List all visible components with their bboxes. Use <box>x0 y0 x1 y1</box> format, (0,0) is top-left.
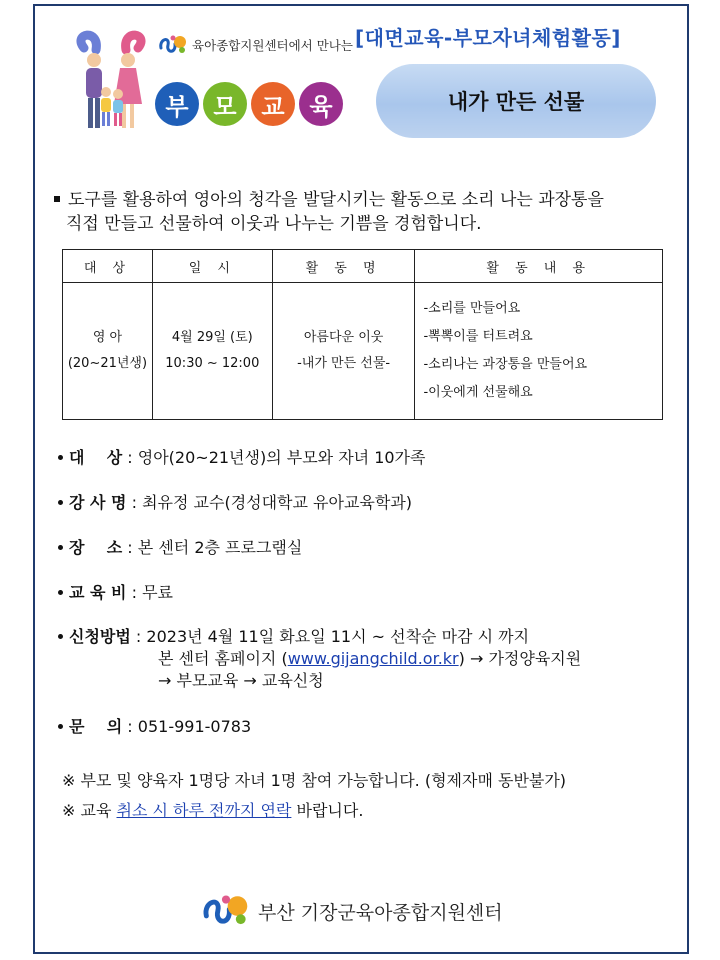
info-apply-line-2-post: ) → 가정양육지원 <box>458 649 582 668</box>
bullet-icon <box>58 590 63 595</box>
header-activity-name: 활 동 명 <box>272 250 415 283</box>
info-contact-value: : 051-991-0783 <box>127 717 252 736</box>
intro-text <box>50 188 682 236</box>
info-fee <box>58 582 173 604</box>
note-2 <box>62 796 566 826</box>
center-logo-icon <box>158 34 188 56</box>
info-contact <box>58 716 251 738</box>
info-place-label: 장 소 <box>69 538 123 557</box>
schedule-table <box>62 249 663 420</box>
bullet-icon <box>58 634 63 639</box>
info-target <box>58 447 425 469</box>
info-apply-line-1: : 2023년 4월 11일 화요일 11시 ~ 선착순 마감 시 까지 <box>135 627 530 646</box>
info-fee-value: : 무료 <box>131 583 173 602</box>
program-title: 내가 만든 선물 <box>376 64 656 138</box>
info-instructor-value: : 최유정 교수(경성대학교 유아교육학과) <box>131 493 413 512</box>
cell-activity-name <box>272 283 415 420</box>
table-row <box>63 283 663 420</box>
info-apply-line-3: → 부모교육 → 교육신청 <box>158 671 324 690</box>
header-target: 대 상 <box>63 250 153 283</box>
info-contact-label: 문 의 <box>69 717 123 736</box>
info-apply-line-2-pre: 본 센터 홈페이지 ( <box>158 649 288 668</box>
cell-target-line-1: 영 아 <box>92 330 123 345</box>
note-2-post: 바랍니다. <box>291 801 364 820</box>
title-char-bu: 부 <box>155 82 199 126</box>
footer-org-name: 부산 기장군육아종합지원센터 <box>258 901 503 924</box>
center-logo <box>158 34 353 56</box>
cell-activity-content <box>415 283 663 420</box>
program-title-circles <box>155 82 343 126</box>
info-fee-label: 교 육 비 <box>69 583 127 602</box>
bullet-icon <box>58 545 63 550</box>
info-instructor-label: 강 사 명 <box>69 493 127 512</box>
program-category: [대면교육-부모자녀체험활동] <box>355 26 621 50</box>
content-item: -뽁뽁이를 터트려요 <box>423 329 533 344</box>
footer <box>200 893 503 929</box>
title-char-yuk: 육 <box>299 82 343 126</box>
cell-date: 4월 29일 (토) <box>171 330 253 345</box>
info-instructor <box>58 492 412 514</box>
cell-target-line-2: (20~21년생) <box>67 356 148 371</box>
bullet-icon <box>58 500 63 505</box>
bullet-icon <box>58 455 63 460</box>
info-apply <box>58 626 581 692</box>
notes <box>62 766 566 826</box>
info-target-value: : 영아(20~21년생)의 부모와 자녀 10가족 <box>127 448 426 467</box>
info-apply-label: 신청방법 <box>69 627 131 646</box>
info-place-value: : 본 센터 2층 프로그램실 <box>127 538 303 557</box>
cell-activity-name-line-2: -내가 만든 선물- <box>297 356 391 371</box>
title-char-mo: 모 <box>203 82 247 126</box>
family-illustration <box>70 28 152 134</box>
cell-activity-name-line-1: 아름다운 이웃 <box>303 330 384 345</box>
header-datetime: 일 시 <box>152 250 272 283</box>
note-2-pre: ※ 교육 <box>62 801 117 820</box>
note-1: ※ 부모 및 양육자 1명당 자녀 1명 참여 가능합니다. (형제자매 동반불가) <box>62 771 567 790</box>
center-logo-text: 육아종합지원센터에서 만나는 <box>192 38 353 53</box>
info-place <box>58 537 302 559</box>
bullet-icon <box>58 724 63 729</box>
center-logo-icon <box>200 893 252 929</box>
cancel-notice-link[interactable]: 취소 시 하루 전까지 연락 <box>116 801 292 820</box>
cell-datetime <box>152 283 272 420</box>
content-item: -소리나는 과장통을 만들어요 <box>423 357 588 372</box>
content-item: -소리를 만들어요 <box>423 301 521 316</box>
intro-line-1: 도구를 활용하여 영아의 청각을 발달시키는 활동으로 소리 나는 과장통을 <box>68 190 604 210</box>
header-activity-content: 활 동 내 용 <box>415 250 663 283</box>
cell-time: 10:30 ~ 12:00 <box>165 356 260 371</box>
intro-line-2: 직접 만들고 선물하여 이웃과 나누는 기쁨을 경험합니다. <box>66 214 482 234</box>
info-target-label: 대 상 <box>69 448 123 467</box>
homepage-link[interactable]: www.gijangchild.or.kr <box>287 649 459 668</box>
title-char-gyo: 교 <box>251 82 295 126</box>
cell-target <box>63 283 153 420</box>
content-item: -이웃에게 선물해요 <box>423 385 533 400</box>
table-header-row <box>63 250 663 283</box>
intro-bullet-icon <box>54 196 60 202</box>
